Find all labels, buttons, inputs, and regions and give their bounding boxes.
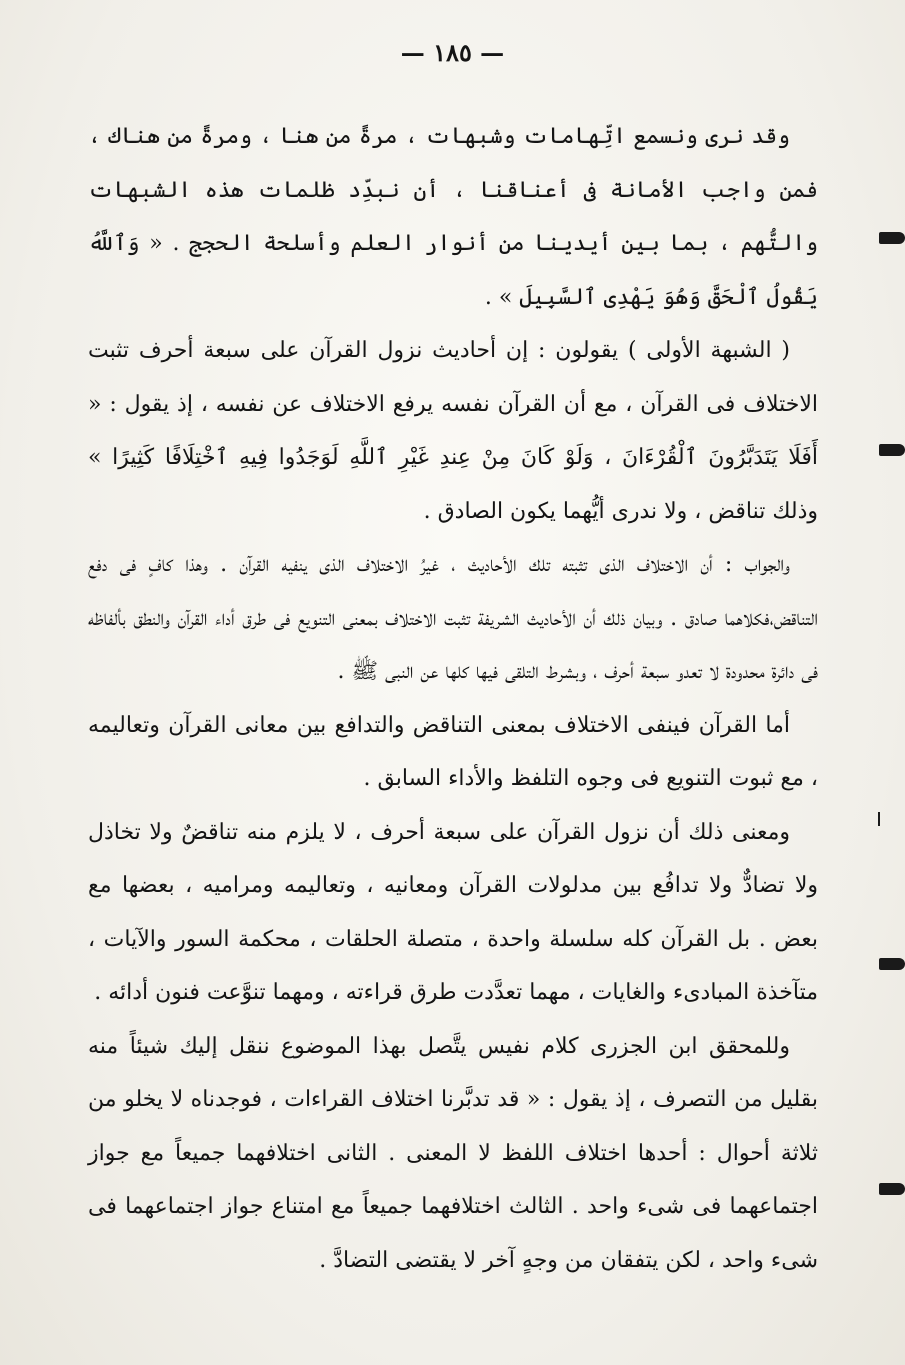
page-number: — ١٨٥ — bbox=[400, 38, 505, 67]
scan-edge-mark bbox=[879, 444, 905, 456]
paragraph-first-doubt: ( الشبهة الأولى ) يقولون : إن أحاديث نزول القرآن على سبعة أحرف تثبت الاختلاف فى القرآن ، مع أن القرآن نفسه يرفع الاختلاف عن نفسه ، إذ يقول : « أَفَلَا يَتَدَبَّرُونَ ٱلْقُرْءَانَ ، وَلَوْ كَانَ مِنْ عِندِ غَيْرِ ٱللَّهِ لَوَجَدُوا فِيهِ ٱخْتِلَافًا كَثِيرًا » وذلك تناقض ، ولا ندرى أيُّهما يكون الصادق . bbox=[88, 338, 818, 524]
scan-edge-mark bbox=[879, 958, 905, 970]
paragraph-quran-negation: أما القرآن فينفى الاختلاف بمعنى التناقض والتدافع بين معانى القرآن وتعاليمه ، مع ثبوت التنويع فى وجوه التلفظ والأداء السابق . bbox=[88, 712, 818, 791]
body-text bbox=[88, 110, 818, 1287]
scan-edge-mark bbox=[879, 1183, 905, 1195]
paragraph-ibn-jazari: وللمحقق ابن الجزرى كلام نفيس يتَّصل بهذا الموضوع ننقل إليك شيئاً منه بقليل من التصرف ، إذ يقول : « قد تدبَّرنا اختلاف القراءات ، فوجدناه لا يخلو من ثلاثة أحوال : أحدها اختلاف اللفظ لا المعنى . الثانى اختلافهما جميعاً مع جواز اجتماعهما فى شىء واحد . الثالث اختلافهما جميعاً مع امتناع جواز اجتماعهما فى شىء واحد ، لكن يتفقان من وجهٍ آخر لا يقتضى التضادَّ . bbox=[88, 1033, 818, 1273]
paragraph-meaning: ومعنى ذلك أن نزول القرآن على سبعة أحرف ، لا يلزم منه تناقضٌ ولا تخاذل ولا تضادٌّ ولا تدافُع بين مدلولات القرآن ومعانيه ، وتعاليمه ومراميه ، بعضها مع بعض . بل القرآن كله سلسلة واحدة ، متصلة الحلقات ، محكمة السور والآيات ، متآخذة المبادىء والغايات ، مهما تعدَّدت طرق قراءته ، ومهما تنوَّعت فنون أدائه . bbox=[88, 819, 818, 1005]
scan-edge-tick bbox=[878, 812, 880, 826]
paragraph-intro: وقد نرى ونسمع اتِّهامات وشبهات ، مرةً من هنا ، ومرةً من هناك ، فمن واجب الأمانة فى أعناقنا ، أن نبدِّد ظلمات هذه الشبهات والتُّهم ، بما بين أيدينا من أنوار العلم وأسلحة الحجج . « وَٱللَّهُ يَقُولُ ٱلْحَقَّ وَهُوَ يَهْدِى ٱلسَّبِيلَ » . bbox=[88, 124, 818, 310]
paragraph-answer: والجواب : أن الاختلاف الذى تثبته تلك الأحاديث ، غيرُ الاختلاف الذى ينفيه القرآن . وهذا كافٍ فى دفع التناقض،فكلاهما صادق . وبيان ذلك أن الأحاديث الشريفة تثبت الاختلاف بمعنى التنويع فى طرق أداء القرآن والنطق بألفاظه فى دائرة محدودة لا تعدو سبعة أحرف ، وبشرط التلقى فيها كلها عن النبى ﷺ . bbox=[88, 552, 818, 684]
scan-edge-mark bbox=[879, 232, 905, 244]
